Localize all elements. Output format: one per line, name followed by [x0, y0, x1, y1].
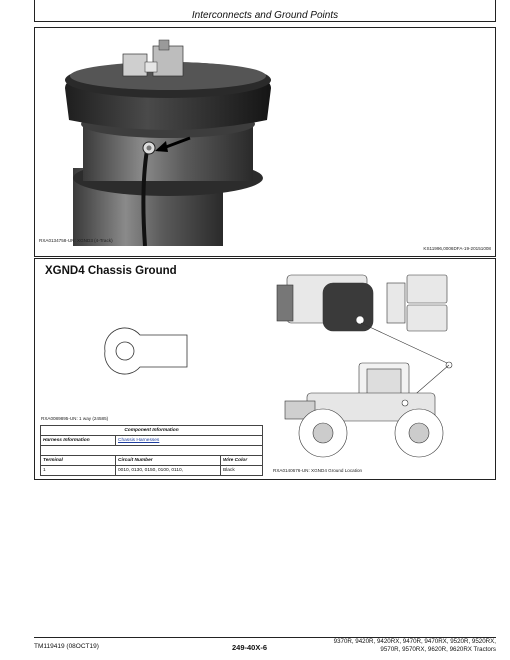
table-spacer	[41, 446, 263, 456]
page-number: 249-40X-6	[232, 643, 268, 652]
terminal-cell: 1	[41, 466, 116, 476]
component-table-title: Component Information	[41, 426, 263, 436]
tractor-ground-location-drawing	[267, 265, 467, 465]
chassis-harness-link[interactable]: Chassis Harnesses	[118, 438, 160, 443]
tractor-caption: RXA0140676-UN: XGND4 Ground Location	[273, 468, 363, 473]
harness-link-cell[interactable]	[116, 436, 263, 446]
xgnd3-panel	[34, 27, 496, 257]
circuit-cell: 0010, 0130, 0150, 0100, 0110,	[116, 466, 221, 476]
wire-color-cell: Black	[221, 466, 263, 476]
harness-label: Harness Information	[41, 436, 116, 446]
header-frame	[34, 0, 496, 22]
column-header: Wire Color	[221, 456, 263, 466]
photo-caption-right: KS11996,0006DFA-19-20151008	[423, 246, 491, 251]
section-title: XGND4 Chassis Ground	[45, 265, 177, 277]
component-information-table	[40, 425, 263, 476]
column-header: Circuit Number	[116, 456, 221, 466]
applicable-models	[296, 638, 496, 654]
page-title: Interconnects and Ground Points	[191, 10, 339, 21]
photo-caption-left: RXA0134758-UN: XGND3 (4-Track)	[39, 238, 113, 243]
eyelet-caption: RXA0089895-UN: 1 way (24585)	[41, 416, 109, 421]
document-id: TM119419 (08OCT19)	[34, 643, 99, 650]
xgnd4-panel	[34, 258, 496, 480]
table-row	[41, 466, 263, 476]
models-line-1: 9370R, 9420R, 9420RX, 9470R, 9470RX, 9520R, 9520RX,	[333, 638, 496, 645]
column-header: Terminal	[41, 456, 116, 466]
models-line-2: 9570R, 9570RX, 9620R, 9620RX Tractors	[380, 646, 496, 653]
ring-terminal-drawing	[95, 321, 215, 381]
xgnd3-ground-photo	[35, 28, 495, 246]
